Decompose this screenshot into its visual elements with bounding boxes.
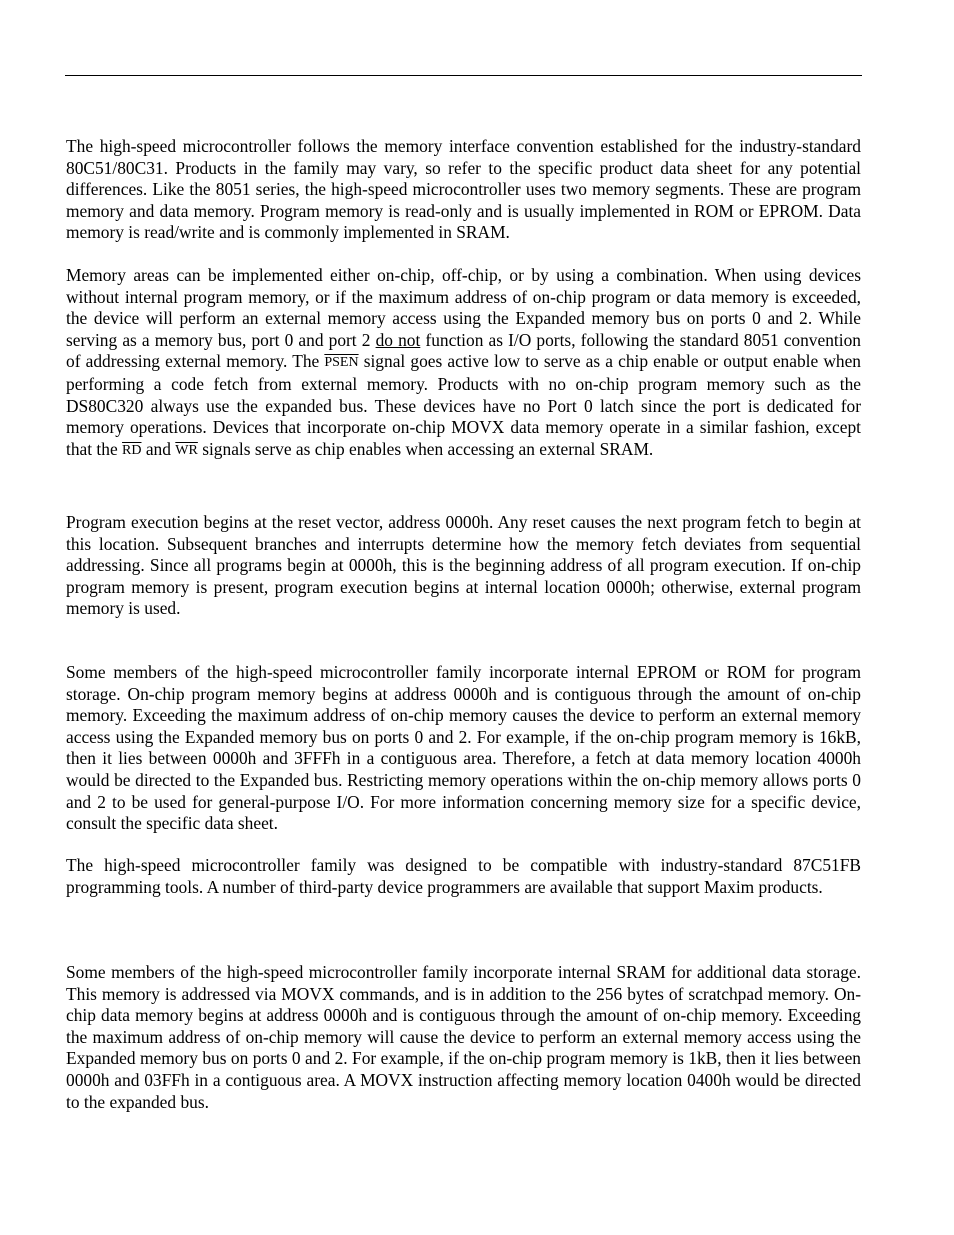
paragraph-on-chip-data-memory: Some members of the high-speed microcontroller family incorporate internal SRAM for additional data storage. This memory is addressed via MOVX commands, and is in addition to the 256 bytes of scratchpad memory. On-chip data memory begins at address 0000h and is contiguous through the amount of on-chip memory. Exceeding the maximum address of on-chip memory will cause the device to perform an external memory access using the Expanded memory bus on ports 0 and 2. For example, if the on-chip program memory is 1kB, then it lies between 0000h and 03FFh in a contiguous area. A MOVX instruction affecting memory location 0400h would be directed to the expanded bus. (66, 962, 861, 1112)
paragraph-program-execution: Program execution begins at the reset vector, address 0000h. Any reset causes the next program fetch to begin at this location. Subsequent branches and interrupts determine how the memory fetch deviates from sequential addressing. Since all programs begin at 0000h, this is the beginning address of all program execution. If on-chip program memory is present, program execution begins at internal location 0000h; otherwise, external program memory is used. (66, 512, 861, 619)
memory-areas-text-b: function as I/O ports, following the standard 8051 convention of addressing external memory. The (66, 329, 861, 372)
memory-areas-text-c: signal goes active low to serve as a chip enable or output enable when performing a code fetch from external memory. Products with no on-chip program memory such as the DS80C320 always use the expanded bus. These devices have no Port 0 latch since the port is dedicated for memory operations. Devices that incorporate on-chip MOVX data memory operate in a similar fashion, except that the (66, 351, 862, 459)
memory-areas-and: and (141, 438, 176, 459)
psen-signal-name: PSEN (324, 355, 359, 371)
paragraph-on-chip-program-memory: Some members of the high-speed microcontroller family incorporate internal EPROM or ROM for program storage. On-chip program memory begins at address 0000h and is contiguous through the amount of on-chip memory. Exceeding the maximum address of on-chip memory causes the device to perform an external memory access using the Expanded memory bus on ports 0 and 2. For example, if the on-chip program memory is 16kB, then it lies between 0000h and 3FFFh in a contiguous area. Therefore, a fetch at data memory location 4000h would be directed to the Expanded bus. Restricting memory operations within the on-chip memory allows ports 0 and 2 to be used for general-purpose I/O. For more information concerning memory size for a specific device, consult the specific data sheet. (66, 662, 861, 834)
do-not-underlined: do not (375, 329, 421, 350)
header-rule (65, 75, 862, 76)
paragraph-programming-tools: The high-speed microcontroller family was designed to be compatible with industry-standard 87C51FB programming tools. A number of third-party device programmers are available that support Maxim products. (66, 855, 861, 897)
memory-areas-text-a: Memory areas can be implemented either on-chip, off-chip, or by using a combination. When using devices without internal program memory, or if the maximum address of on-chip program or data memory is exceeded, the device will perform an external memory access using the Expanded memory bus on ports 0 and 2. While serving as a memory bus, port 0 and port 2 (66, 265, 861, 350)
paragraph-memory-areas (66, 265, 861, 461)
wr-signal-name: $\overline{WR}$ (175, 442, 198, 458)
rd-signal-name: $\overline{RD}$ (122, 442, 142, 458)
paragraph-memory-interface: The high-speed microcontroller follows the memory interface convention established for the industry-standard 80C51/80C31. Products in the family may vary, so refer to the specific product data sheet for any potential differences. Like the 8051 series, the high-speed microcontroller uses two memory segments. These are program memory and data memory. Program memory is read-only and is usually implemented in ROM or EPROM. Data memory is read/write and is commonly implemented in SRAM. (66, 136, 861, 243)
memory-areas-text-d: signals serve as chip enables when accessing an external SRAM. (197, 438, 654, 459)
